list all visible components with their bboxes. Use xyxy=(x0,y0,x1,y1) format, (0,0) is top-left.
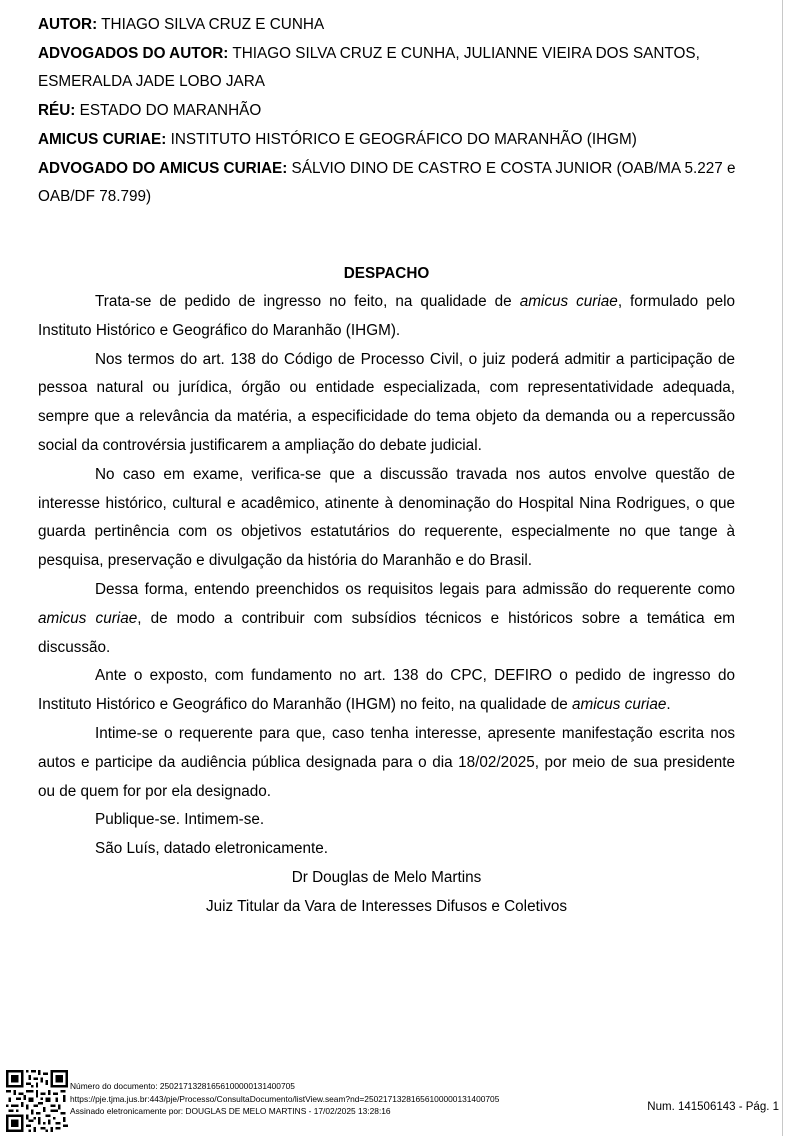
advogados-line xyxy=(38,40,738,69)
adv-amicus-label: ADVOGADO DO AMICUS CURIAE: xyxy=(38,159,288,177)
advogados-value-2: ESMERALDA JADE LOBO JARA xyxy=(38,73,265,91)
p4-emphasis: amicus curiae xyxy=(38,609,138,627)
signature-role: Juiz Titular da Vara de Interesses Difusos e Coletivos xyxy=(205,898,568,915)
amicus-value: INSTITUTO HISTÓRICO E GEOGRÁFICO DO MARANHÃO (IHGM) xyxy=(166,130,637,148)
p4-text-a: Dessa forma, entendo preenchidos os requisitos legais para admissão do requerente como xyxy=(95,580,735,598)
p5-text-a: Ante o exposto, com fundamento no art. 138 do CPC, DEFIRO o pedido de ingresso do Instituto Histórico e Geográfico do Maranhão (IHGM) no feito, na qualidade de xyxy=(38,667,735,714)
case-header xyxy=(38,11,738,212)
amicus-line xyxy=(38,126,738,155)
signature-name: Dr Douglas de Melo Martins xyxy=(291,869,482,886)
page-number-label: Num. 141506143 - Pág. 1 xyxy=(647,1101,779,1113)
document-title: DESPACHO xyxy=(343,265,430,282)
reu-label: RÉU: xyxy=(38,102,76,120)
footer-signed-by: Assinado eletronicamente por: DOUGLAS DE MELO MARTINS - 17/02/2025 13:28:16 xyxy=(70,1106,391,1117)
amicus-label: AMICUS CURIAE: xyxy=(38,130,167,148)
p1-text-b: , formulado pelo Instituto Histórico e Geográfico do Maranhão (IHGM). xyxy=(38,293,735,339)
p4-text-b: , de modo a contribuir com subsídios técnicos e históricos sobre a temática em discussão. xyxy=(38,609,735,656)
reu-value: ESTADO DO MARANHÃO xyxy=(75,102,262,120)
page-right-border xyxy=(782,0,783,1136)
document-footer xyxy=(4,1070,783,1132)
reu-line xyxy=(38,97,738,126)
footer-doc-number: Número do documento: 25021713281656100000131400705 xyxy=(70,1081,295,1091)
p1-text-a: Trata-se de pedido de ingresso no feito, na qualidade de xyxy=(95,293,520,310)
autor-line xyxy=(38,11,738,40)
paragraph-7: Publique-se. Intimem-se. xyxy=(95,811,265,829)
advogados-line-2 xyxy=(38,68,738,97)
adv-amicus-value-2: OAB/DF 78.799) xyxy=(38,188,152,206)
document-body xyxy=(38,288,735,864)
paragraph-4 xyxy=(38,576,735,662)
advogados-label: ADVOGADOS DO AUTOR: xyxy=(38,44,229,62)
autor-label: AUTOR: xyxy=(38,16,98,33)
p5-text-b: . xyxy=(666,696,671,714)
paragraph-1 xyxy=(38,288,735,346)
autor-value: THIAGO SILVA CRUZ E CUNHA xyxy=(97,16,325,33)
footer-metadata xyxy=(70,1080,499,1118)
adv-amicus-line xyxy=(38,155,738,184)
paragraph-6: Intime-se o requerente para que, caso tenha interesse, apresente manifestação escrita nos autos e participe da audiência pública designada para o dia 18/02/2025, por meio de sua presidente ou de quem for por ela designado. xyxy=(38,724,735,800)
paragraph-8: São Luís, datado eletronicamente. xyxy=(95,840,329,858)
adv-amicus-value: SÁLVIO DINO DE CASTRO E COSTA JUNIOR (OAB/MA 5.227 e xyxy=(287,159,736,177)
paragraph-3: No caso em exame, verifica-se que a discussão travada nos autos envolve questão de interesse histórico, cultural e acadêmico, atinente à denominação do Hospital Nina Rodrigues, o que guarda pertinência com os objetivos estatutários do requerente, especialmente no que tange à pesquisa, preservação e divulgação da história do Maranhão e do Brasil. xyxy=(38,465,735,570)
paragraph-5 xyxy=(38,662,735,720)
p5-emphasis: amicus curiae xyxy=(571,696,667,714)
paragraph-2: Nos termos do art. 138 do Código de Processo Civil, o juiz poderá admitir a participação de pessoa natural ou jurídica, órgão ou entidade especializada, com representatividade adequada, sempre que a relevância da matéria, a especificidade do tema objeto da demanda ou a repercussão social da controvérsia justificarem a ampliação do debate judicial. xyxy=(38,350,735,454)
advogados-value: THIAGO SILVA CRUZ E CUNHA, JULIANNE VIEIRA DOS SANTOS, xyxy=(228,44,700,62)
footer-url: https://pje.tjma.jus.br:443/pje/Processo/ConsultaDocumento/listView.seam?nd=25021713281656100000131400705 xyxy=(70,1093,500,1104)
adv-amicus-line-2 xyxy=(38,183,738,212)
qr-code-icon xyxy=(6,1070,68,1132)
p1-emphasis: amicus curiae xyxy=(519,293,618,310)
